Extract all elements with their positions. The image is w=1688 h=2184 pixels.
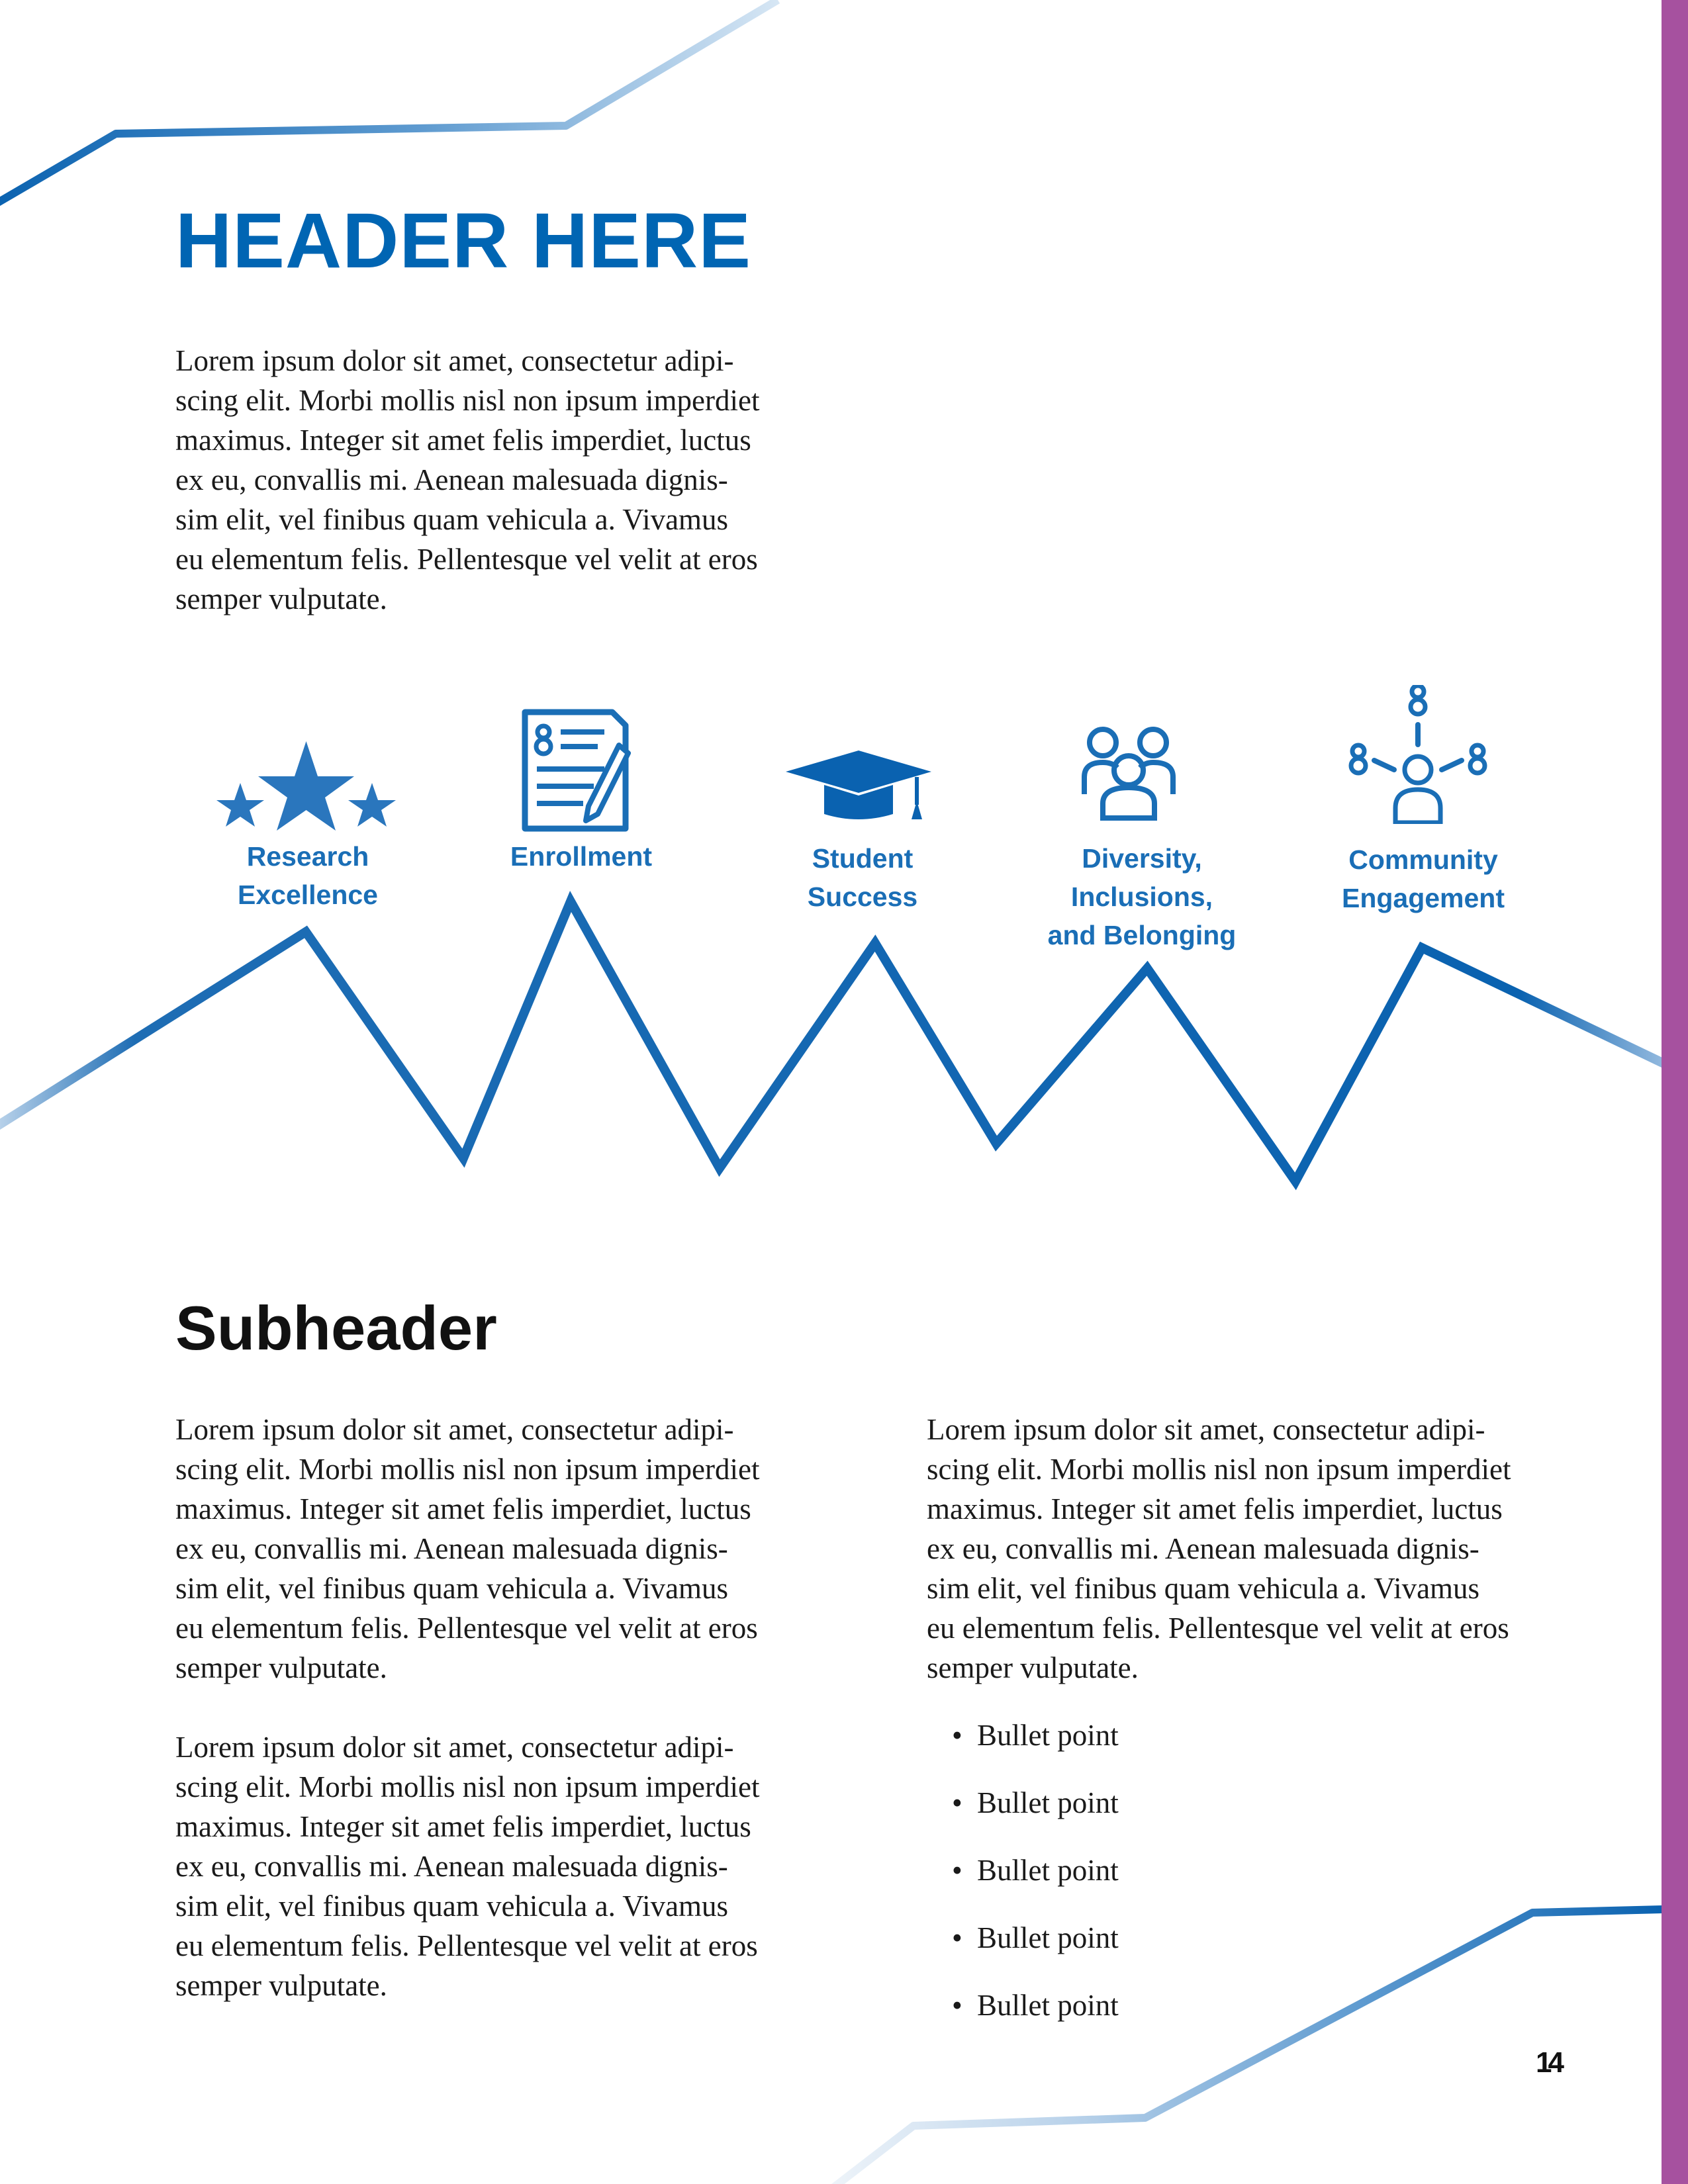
bullet-list (927, 1715, 1119, 2053)
list-item-text: Bullet point (977, 1719, 1119, 1752)
page-header: HEADER HERE (175, 197, 751, 285)
list-item-text: Bullet point (977, 1989, 1119, 2022)
page-number: 14 (1536, 2046, 1560, 2079)
list-item (927, 1918, 1119, 1985)
bullet-icon: • (952, 1989, 962, 2022)
bullet-icon: • (952, 1854, 962, 1887)
intro-paragraph: Lorem ipsum dolor sit amet, consectetur adipi- scing elit. Morbi mollis nisl non ipsum imperdiet maximus. Integer sit amet felis imperdiet, luctus ex eu, convallis mi. Aenean malesuada dignis- sim elit, vel finibus quam vehicula a. Vivamus eu elementum felis. Pellentesque vel velit at eros semper vulputate. (175, 344, 760, 615)
list-item-text: Bullet point (977, 1786, 1119, 1819)
timeline-label-student-success: Student Success (807, 843, 918, 912)
bullet-icon: • (952, 1921, 962, 1954)
left-column-paragraph-2: Lorem ipsum dolor sit amet, consectetur adipi- scing elit. Morbi mollis nisl non ipsum imperdiet maximus. Integer sit amet felis imperdiet, luctus ex eu, convallis mi. Aenean malesuada dignis- sim elit, vel finibus quam vehicula a. Vivamus eu elementum felis. Pellentesque vel velit at eros semper vulputate. (175, 1731, 760, 2002)
group-icon (1079, 721, 1178, 821)
document-pen-icon (520, 708, 632, 834)
side-accent-bar (1662, 0, 1688, 2184)
list-item-text: Bullet point (977, 1854, 1119, 1887)
list-item (927, 1985, 1119, 2053)
stars-icon (215, 738, 397, 831)
timeline-label-diversity: Diversity, Inclusions, and Belonging (1047, 843, 1237, 950)
timeline-zigzag-line (0, 901, 1668, 1181)
top-accent-line (0, 0, 778, 205)
list-item-text: Bullet point (977, 1921, 1119, 1954)
left-column-paragraph-1: Lorem ipsum dolor sit amet, consectetur adipi- scing elit. Morbi mollis nisl non ipsum imperdiet maximus. Integer sit amet felis imperdiet, luctus ex eu, convallis mi. Aenean malesuada dignis- sim elit, vel finibus quam vehicula a. Vivamus eu elementum felis. Pellentesque vel velit at eros semper vulputate. (175, 1413, 760, 1684)
graduation-cap-icon (784, 748, 933, 821)
list-item (927, 1783, 1119, 1850)
list-item (927, 1715, 1119, 1783)
section-subheader: Subheader (175, 1293, 497, 1363)
bullet-icon: • (952, 1786, 962, 1819)
bullet-icon: • (952, 1719, 962, 1752)
timeline-label-enrollment: Enrollment (510, 841, 653, 872)
timeline-label-research: Research Excellence (238, 841, 378, 910)
right-column-paragraph: Lorem ipsum dolor sit amet, consectetur adipi- scing elit. Morbi mollis nisl non ipsum imperdiet maximus. Integer sit amet felis imperdiet, luctus ex eu, convallis mi. Aenean malesuada dignis- sim elit, vel finibus quam vehicula a. Vivamus eu elementum felis. Pellentesque vel velit at eros semper vulputate. (927, 1413, 1511, 1684)
network-people-icon (1344, 685, 1493, 824)
timeline-label-community: Community Engagement (1341, 844, 1505, 913)
list-item (927, 1850, 1119, 1918)
